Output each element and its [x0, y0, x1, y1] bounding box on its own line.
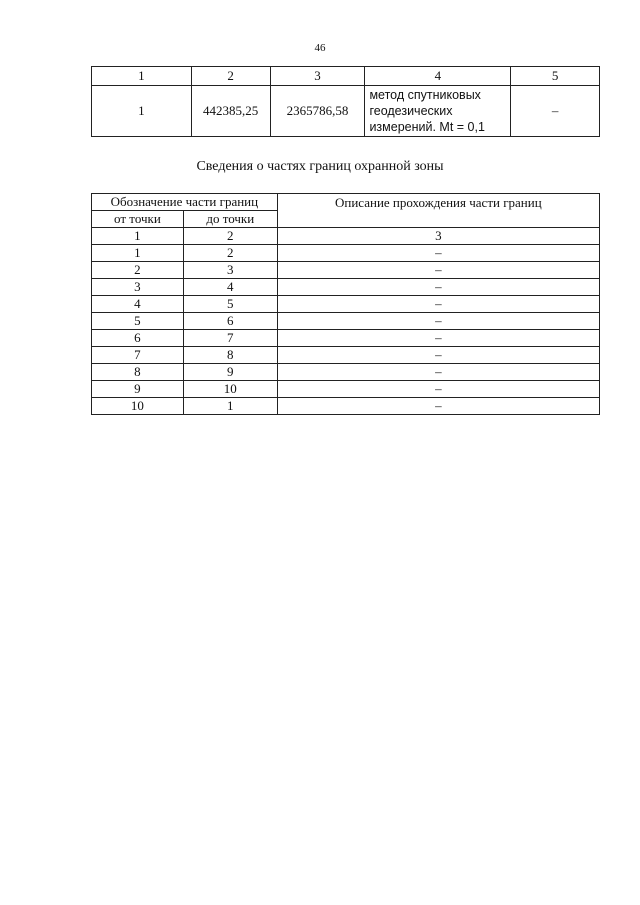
to-point-cell: 8 — [183, 347, 277, 364]
table-row — [92, 86, 600, 137]
description-cell: – — [277, 347, 599, 364]
from-point-cell: 10 — [92, 398, 184, 415]
from-point-cell: 2 — [92, 262, 184, 279]
to-point-cell: 3 — [183, 262, 277, 279]
page-number: 46 — [314, 42, 326, 54]
method-line: метод спутниковых — [369, 88, 481, 102]
table-row — [92, 381, 600, 398]
column-number-4: 4 — [365, 67, 511, 86]
table-row — [92, 364, 600, 381]
to-point-cell: 7 — [183, 330, 277, 347]
coordinates-table-header-row — [92, 67, 600, 86]
x-coordinate-cell: 442385,25 — [191, 86, 270, 137]
description-cell: – — [277, 245, 599, 262]
to-point-cell: 6 — [183, 313, 277, 330]
table-row — [92, 347, 600, 364]
description-cell: – — [277, 381, 599, 398]
description-cell: – — [277, 279, 599, 296]
table-row — [92, 296, 600, 313]
description-cell: – — [277, 398, 599, 415]
column-number-5: 5 — [511, 67, 600, 86]
method-line: измерений. Mt = 0,1 — [369, 120, 485, 134]
table-row — [92, 245, 600, 262]
table-row — [92, 262, 600, 279]
boundary-parts-table — [91, 193, 600, 415]
to-point-cell: 10 — [183, 381, 277, 398]
column-number-1: 1 — [92, 228, 184, 245]
boundary-parts-header-row — [92, 194, 600, 211]
from-point-cell: 6 — [92, 330, 184, 347]
table-row — [92, 398, 600, 415]
table-row — [92, 313, 600, 330]
description-cell: – — [277, 364, 599, 381]
column-number-3: 3 — [277, 228, 599, 245]
y-coordinate-cell: 2365786,58 — [270, 86, 365, 137]
description-cell: – — [277, 313, 599, 330]
column-5-cell: – — [511, 86, 600, 137]
column-number-3: 3 — [270, 67, 365, 86]
point-number-cell: 1 — [92, 86, 192, 137]
header-to-point: до точки — [183, 211, 277, 228]
from-point-cell: 7 — [92, 347, 184, 364]
to-point-cell: 4 — [183, 279, 277, 296]
method-line: геодезических — [369, 104, 453, 118]
to-point-cell: 2 — [183, 245, 277, 262]
from-point-cell: 4 — [92, 296, 184, 313]
to-point-cell: 5 — [183, 296, 277, 313]
column-number-2: 2 — [191, 67, 270, 86]
column-number-row — [92, 228, 600, 245]
from-point-cell: 9 — [92, 381, 184, 398]
coordinates-table — [91, 66, 600, 137]
column-number-2: 2 — [183, 228, 277, 245]
section-title: Сведения о частях границ охранной зоны — [196, 159, 444, 174]
description-cell: – — [277, 330, 599, 347]
from-point-cell: 3 — [92, 279, 184, 296]
header-boundary-designation: Обозначение части границ — [92, 194, 278, 211]
description-cell: – — [277, 296, 599, 313]
header-from-point: от точки — [92, 211, 184, 228]
table-row — [92, 330, 600, 347]
from-point-cell: 8 — [92, 364, 184, 381]
to-point-cell: 9 — [183, 364, 277, 381]
column-number-1: 1 — [92, 67, 192, 86]
description-cell: – — [277, 262, 599, 279]
from-point-cell: 1 — [92, 245, 184, 262]
method-cell — [365, 86, 511, 137]
to-point-cell: 1 — [183, 398, 277, 415]
table-row — [92, 279, 600, 296]
from-point-cell: 5 — [92, 313, 184, 330]
header-boundary-description: Описание прохождения части границ — [277, 194, 599, 228]
